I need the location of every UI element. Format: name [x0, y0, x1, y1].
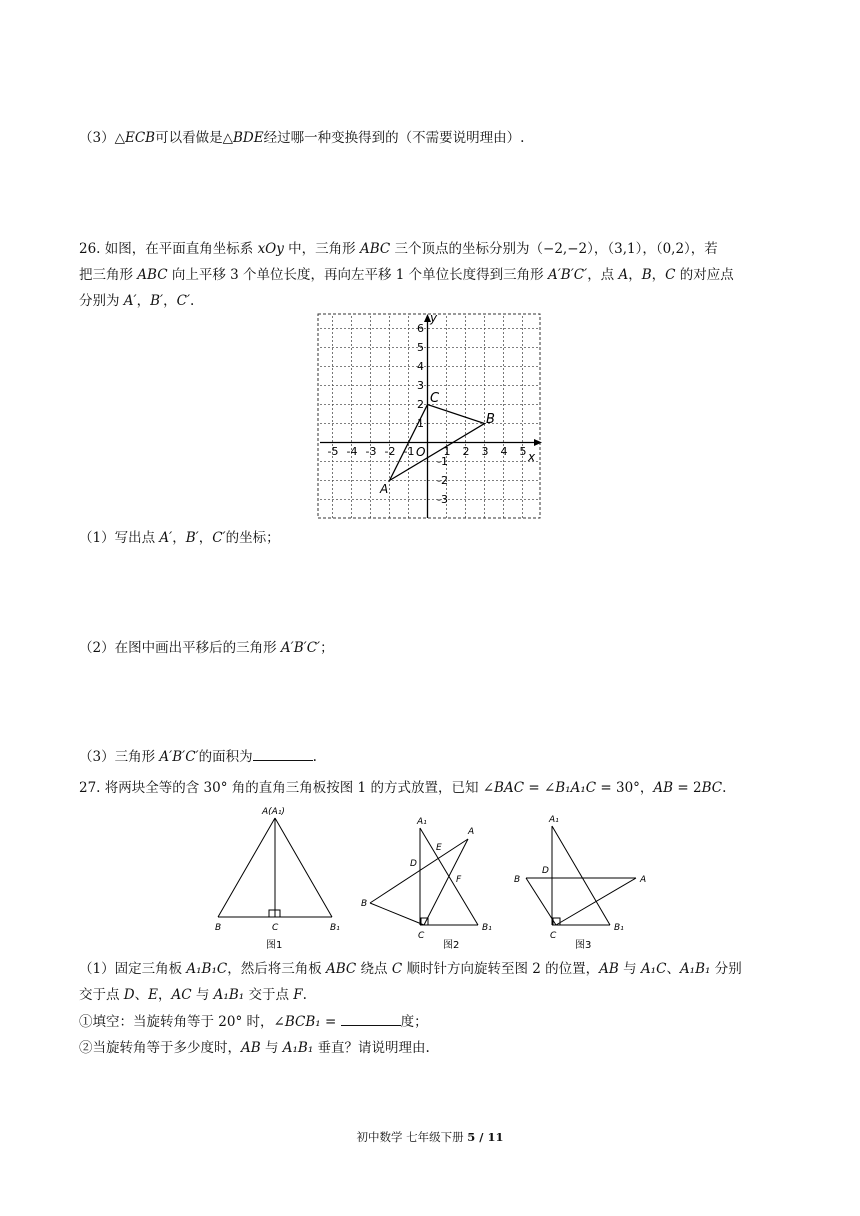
figure-2: [370, 828, 478, 925]
y-tick-label: -3: [437, 493, 448, 506]
point-a-label: A: [380, 482, 389, 496]
fig2-label-c: C: [418, 931, 425, 941]
fig2-caption: 图2: [443, 940, 460, 951]
y-tick-label: 6: [417, 322, 424, 335]
grid: [320, 316, 538, 518]
x-tick-label: -1: [403, 445, 415, 458]
y-tick-label: 5: [417, 341, 424, 354]
x-tick-label: 4: [500, 445, 508, 458]
point-b-label: B: [486, 412, 495, 427]
answer-blank[interactable]: [341, 1013, 401, 1026]
y-tick-label: 2: [417, 398, 424, 411]
y-tick-label: -1: [437, 455, 448, 468]
q26-stem: 26. 如图，在平面直角坐标系 xOy 中，三角形 ABC 三个顶点的坐标分别为（−2,−2），（3,1），（0,2），若 把三角形 ABC 向上平移 3 个单位长度，再向左平移 1 个单位长度得到三角形 A′B′C′，点 A，B，C 的对应点 分别为 A′，B′，C′.: [79, 241, 734, 309]
q25-sub3: （3）△ECB可以看做是△BDE经过哪一种变换得到的（不需要说明理由）.: [79, 130, 525, 146]
q26-coordinate-graph: [316, 312, 544, 522]
answer-blank[interactable]: [253, 748, 313, 761]
y-tick-label: 3: [417, 379, 424, 392]
q27-sub1-part1: ①填空：当旋转角等于 20° 时，∠BCB₁ = 度；: [79, 1014, 428, 1030]
point-c-label: C: [430, 391, 440, 406]
fig1-label-b: B: [215, 923, 222, 933]
fig3-label-a1: A₁: [549, 815, 559, 825]
fig3-label-b: B: [514, 875, 521, 885]
fig3-label-a: A: [640, 875, 647, 885]
figure-1: [218, 818, 332, 917]
q27-stem: 27. 将两块全等的含 30° 角的直角三角板按图 1 的方式放置，已知 ∠BAC = ∠B₁A₁C = 30°，AB = 2BC.: [79, 780, 727, 796]
fig2-label-e: E: [436, 843, 442, 853]
x-axis-arrow: [534, 439, 542, 446]
q26-sub3: （3）三角形 A′B′C′的面积为 .: [79, 749, 317, 765]
fig1-label-top: A(A₁): [262, 807, 285, 817]
q27-sub1: （1）固定三角板 A₁B₁C，然后将三角板 ABC 绕点 C 顺时针方向旋转至图 2 的位置，AB 与 A₁C、A₁B₁ 分别 交于点 D、E，AC 与 A₁B₁ 交于点 F.: [79, 961, 742, 1003]
q26-sub2: （2）在图中画出平移后的三角形 A′B′C′；: [79, 640, 334, 656]
fig2-label-b1: B₁: [482, 923, 492, 933]
fig3-label-c: C: [550, 931, 557, 941]
fig3-caption: 图3: [575, 940, 592, 951]
x-tick-label: -5: [327, 445, 339, 458]
fig3-label-b1: B₁: [614, 923, 624, 933]
fig2-label-f: F: [456, 875, 462, 885]
q27-sub1-part2: ②当旋转角等于多少度时，AB 与 A₁B₁ 垂直？请说明理由.: [79, 1040, 430, 1056]
y-tick-label: -2: [437, 474, 448, 487]
fig2-label-a: A: [468, 827, 475, 837]
fig1-caption: 图1: [266, 940, 283, 951]
y-tick-label: 1: [417, 417, 424, 430]
x-tick-label: 1: [443, 445, 451, 458]
fig1-label-b1: B₁: [330, 923, 340, 933]
y-axis-label: y: [430, 312, 438, 325]
fig2-label-b: B: [361, 899, 368, 909]
y-tick-label: 4: [417, 360, 424, 373]
x-tick-label: 2: [462, 445, 470, 458]
x-axis-label: x: [528, 450, 536, 464]
x-tick-label: -2: [384, 445, 396, 458]
page-number: 5 / 11: [467, 1130, 504, 1144]
fig1-label-c: C: [272, 923, 279, 933]
fig3-label-d: D: [542, 866, 549, 876]
fig2-label-d: D: [410, 859, 417, 869]
x-tick-label: -3: [365, 445, 377, 458]
x-tick-label: 3: [481, 445, 489, 458]
x-tick-label: 5: [519, 445, 527, 458]
page-footer: 初中数学 七年级下册 5 / 11: [356, 1130, 504, 1144]
q27-figures: [210, 802, 660, 954]
fig2-label-a1: A₁: [417, 817, 427, 827]
q26-sub1: （1）写出点 A′，B′，C′的坐标；: [79, 530, 280, 546]
x-tick-label: -4: [346, 445, 358, 458]
origin-label: O: [416, 445, 426, 459]
